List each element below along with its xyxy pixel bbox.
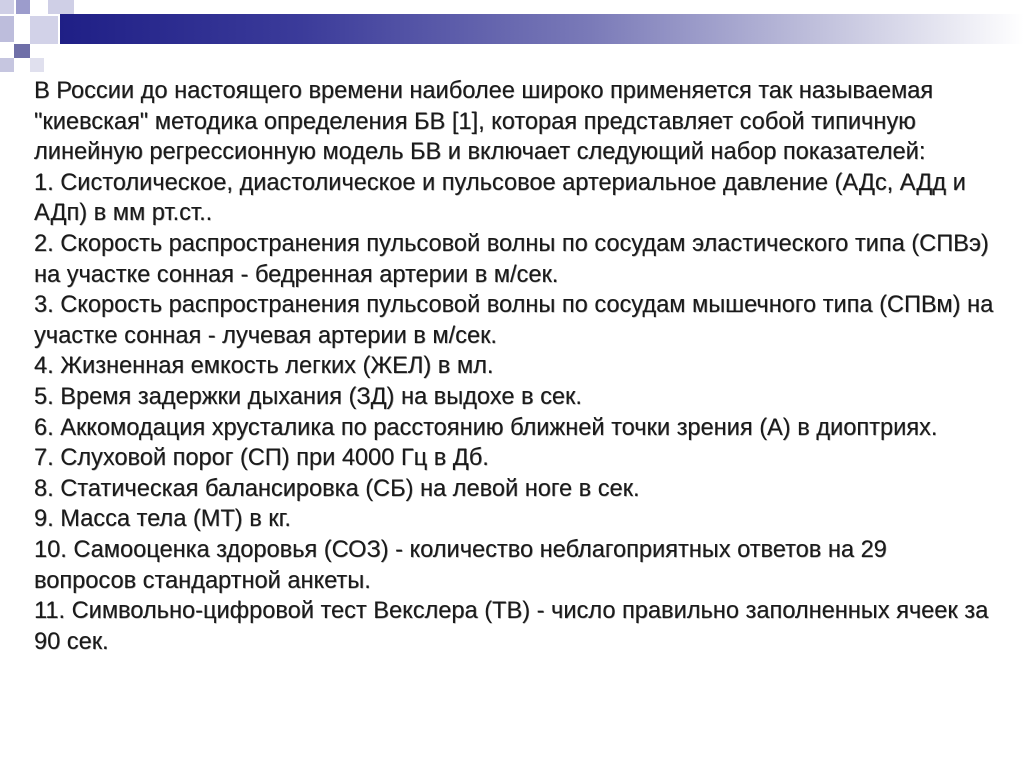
decorative-square <box>48 0 74 14</box>
intro-paragraph: В России до настоящего времени наиболее широко применяется так называемая "киевская" методика определения БВ [1], которая представляет собой типичную линейную регрессионную модель БВ и включает следующий набор показателей: <box>34 78 934 166</box>
list-item: 9. Масса тела (МТ) в кг. <box>34 506 291 533</box>
header-gradient-band <box>60 14 1024 44</box>
list-item: 1. Систолическое, диастолическое и пульсовое артериальное давление (АДс, АДд и АДп) в мм рт.ст.. <box>34 169 966 227</box>
decorative-square <box>14 44 30 58</box>
list-item: 8. Статическая балансировка (СБ) на левой ноге в сек. <box>34 475 640 502</box>
list-item: 4. Жизненная емкость легких (ЖЕЛ) в мл. <box>34 353 494 380</box>
decorative-square <box>16 0 30 14</box>
list-item: 10. Самооценка здоровья (СОЗ) - количество неблагоприятных ответов на 29 вопросов стандартной анкеты. <box>34 536 887 594</box>
list-item: 3. Скорость распространения пульсовой волны по сосудам мышечного типа (СПВм) на участке сонная - лучевая артерии в м/сек. <box>34 292 994 349</box>
decorative-square <box>30 58 44 72</box>
decorative-square <box>0 16 14 42</box>
list-item: 7. Слуховой порог (СП) при 4000 Гц в Дб. <box>34 445 489 472</box>
list-item: 6. Аккомодация хрусталика по расстоянию ближней точки зрения (А) в диоптриях. <box>34 414 938 441</box>
decorative-square <box>0 58 14 72</box>
slide-body-text <box>34 76 994 657</box>
list-item: 5. Время задержки дыхания (ЗД) на выдохе в сек. <box>34 383 582 410</box>
decorative-square <box>30 16 58 44</box>
decorative-square <box>0 0 14 14</box>
list-item: 2. Скорость распространения пульсовой волны по сосудам эластического типа (СПВэ) на участке сонная - бедренная артерии в м/сек. <box>34 230 989 288</box>
list-item: 11. Символьно-цифровой тест Векслера (ТВ) - число правильно заполненных ячеек за 90 сек. <box>34 598 989 655</box>
